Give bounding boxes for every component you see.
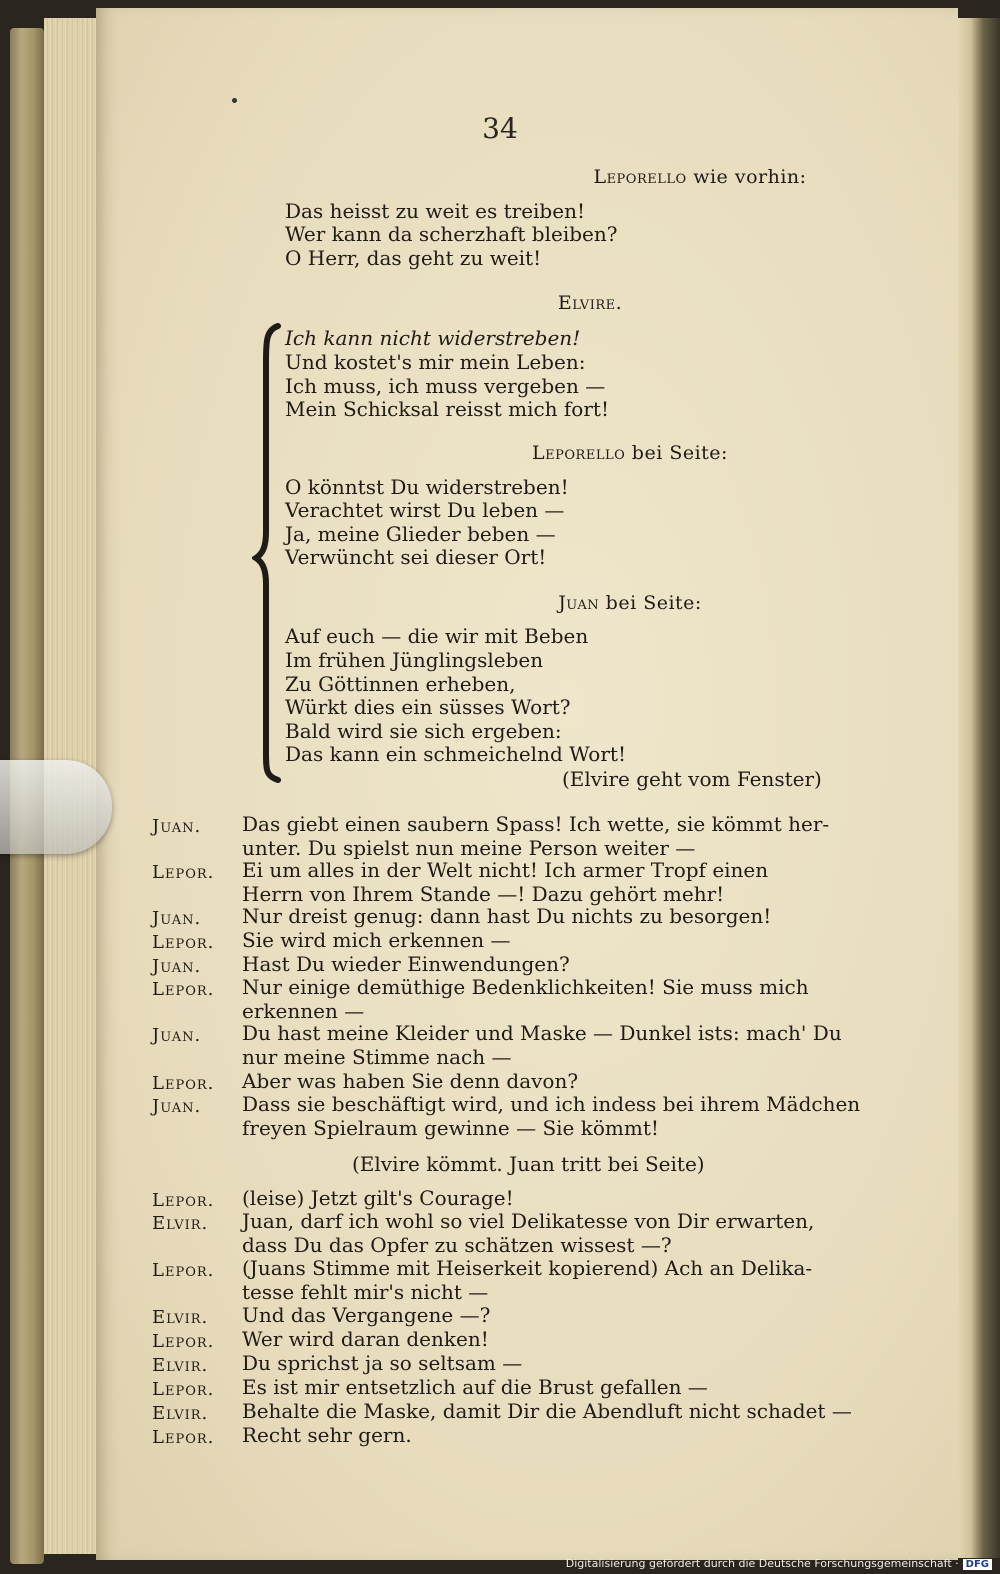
verse-heading-name: Leporello (593, 166, 687, 188)
dialogue-line: (Juans Stimme mit Heiserkeit kopierend) Ach an Delika- (242, 1256, 813, 1280)
verse-line: Auf euch — die wir mit Beben (285, 624, 589, 648)
verse-line: Mein Schicksal reisst mich fort! (285, 397, 609, 421)
verse-heading (0, 592, 1000, 614)
verse-heading-name: Juan (558, 592, 600, 614)
dialogue-line: Sie wird mich erkennen — (242, 928, 511, 952)
verse-heading-name: Leporello (532, 442, 626, 464)
verse-heading (0, 166, 1000, 188)
dialogue-line: unter. Du spielst nun meine Person weiter — (242, 836, 696, 860)
dialogue-line: dass Du das Opfer zu schätzen wissest —? (242, 1233, 672, 1257)
dialogue-line: Recht sehr gern. (242, 1423, 412, 1447)
verse-line: Das heisst zu weit es treiben! (285, 199, 585, 223)
verse-line: Ich kann nicht widerstreben! (285, 326, 581, 350)
dialogue-line: Es ist mir entsetzlich auf die Brust gefallen — (242, 1375, 708, 1399)
ink-spot (232, 98, 237, 103)
page-number: 34 (482, 112, 518, 145)
book-cover-right (958, 18, 1000, 1558)
dialogue-line: nur meine Stimme nach — (242, 1045, 512, 1069)
speaker-label: Lepor. (152, 1331, 215, 1352)
dialogue-line: tesse fehlt mir's nicht — (242, 1280, 489, 1304)
dfg-logo: DFG (963, 1559, 992, 1570)
verse-line: Zu Göttinnen erheben, (285, 672, 516, 696)
verse-heading-rest: bei Seite: (599, 592, 702, 614)
speaker-label: Elvir. (152, 1307, 209, 1328)
dialogue-line: Ei um alles in der Welt nicht! Ich armer Tropf einen (242, 858, 769, 882)
dialogue-line: Nur einige demüthige Bedenklichkeiten! Sie muss mich (242, 975, 809, 999)
dialogue-line: Herrn von Ihrem Stande —! Dazu gehört mehr! (242, 882, 725, 906)
speaker-label: Lepor. (152, 1190, 215, 1211)
verse-heading (0, 292, 1000, 314)
stage-direction: (Elvire kömmt. Juan tritt bei Seite) (352, 1152, 705, 1176)
speaker-label: Lepor. (152, 1073, 215, 1094)
verse-heading-rest: wie vorhin: (686, 166, 807, 188)
digitization-credit (566, 1557, 992, 1570)
verse-line: Verachtet wirst Du leben — (285, 498, 565, 522)
dialogue-line: Hast Du wieder Einwendungen? (242, 952, 570, 976)
speaker-label: Juan. (152, 1096, 202, 1117)
dialogue-line: Wer wird daran denken! (242, 1327, 489, 1351)
page-clip (0, 760, 112, 854)
verse-line: Verwüncht sei dieser Ort! (285, 545, 547, 569)
verse-line: Bald wird sie sich ergeben: (285, 719, 562, 743)
dialogue-line: Nur dreist genug: dann hast Du nichts zu besorgen! (242, 904, 772, 928)
verse-line: O könntst Du widerstreben! (285, 475, 569, 499)
verse-line: Und kostet's mir mein Leben: (285, 350, 586, 374)
speaker-label: Juan. (152, 908, 202, 929)
speaker-label: Lepor. (152, 1379, 215, 1400)
verse-heading-name: Elvire. (557, 292, 623, 314)
dialogue-line: Du hast meine Kleider und Maske — Dunkel ists: mach' Du (242, 1021, 842, 1045)
speaker-label: Elvir. (152, 1213, 209, 1234)
verse-heading (0, 442, 1000, 464)
dialogue-line: (leise) Jetzt gilt's Courage! (242, 1186, 514, 1210)
speaker-label: Lepor. (152, 932, 215, 953)
speaker-label: Lepor. (152, 862, 215, 883)
dialogue-line: Dass sie beschäftigt wird, und ich indess bei ihrem Mädchen (242, 1092, 861, 1116)
dialogue-line: Aber was haben Sie denn davon? (242, 1069, 579, 1093)
verse-line: O Herr, das geht zu weit! (285, 246, 542, 270)
dialogue-line: freyen Spielraum gewinne — Sie kömmt! (242, 1116, 659, 1140)
speaker-label: Lepor. (152, 1427, 215, 1448)
speaker-label: Lepor. (152, 1260, 215, 1281)
dialogue-line: Du sprichst ja so seltsam — (242, 1351, 523, 1375)
verse-line: Wer kann da scherzhaft bleiben? (285, 222, 618, 246)
verse-line: Im frühen Jünglingsleben (285, 648, 544, 672)
speaker-label: Elvir. (152, 1355, 209, 1376)
dialogue-line: Behalte die Maske, damit Dir die Abendluft nicht schadet — (242, 1399, 852, 1423)
verse-line: Würkt dies ein süsses Wort? (285, 695, 571, 719)
verse-line: Ich muss, ich muss vergeben — (285, 374, 606, 398)
speaker-label: Juan. (152, 816, 202, 837)
verse-heading-rest: bei Seite: (625, 442, 728, 464)
speaker-label: Lepor. (152, 979, 215, 1000)
speaker-label: Juan. (152, 1025, 202, 1046)
dialogue-line: Und das Vergangene —? (242, 1303, 491, 1327)
stage-direction: (Elvire geht vom Fenster) (562, 767, 822, 791)
dialogue-line: erkennen — (242, 999, 365, 1023)
verse-line: Das kann ein schmeichelnd Wort! (285, 742, 626, 766)
credit-text: Digitalisierung gefördert durch die Deutsche Forschungsgemeinschaft · (565, 1557, 959, 1570)
speaker-label: Elvir. (152, 1403, 209, 1424)
speaker-label: Juan. (152, 956, 202, 977)
verse-line: Ja, meine Glieder beben — (285, 522, 556, 546)
dialogue-line: Juan, darf ich wohl so viel Delikatesse von Dir erwarten, (242, 1209, 815, 1233)
dialogue-line: Das giebt einen saubern Spass! Ich wette, sie kömmt her- (242, 812, 830, 836)
ensemble-brace (252, 322, 282, 784)
